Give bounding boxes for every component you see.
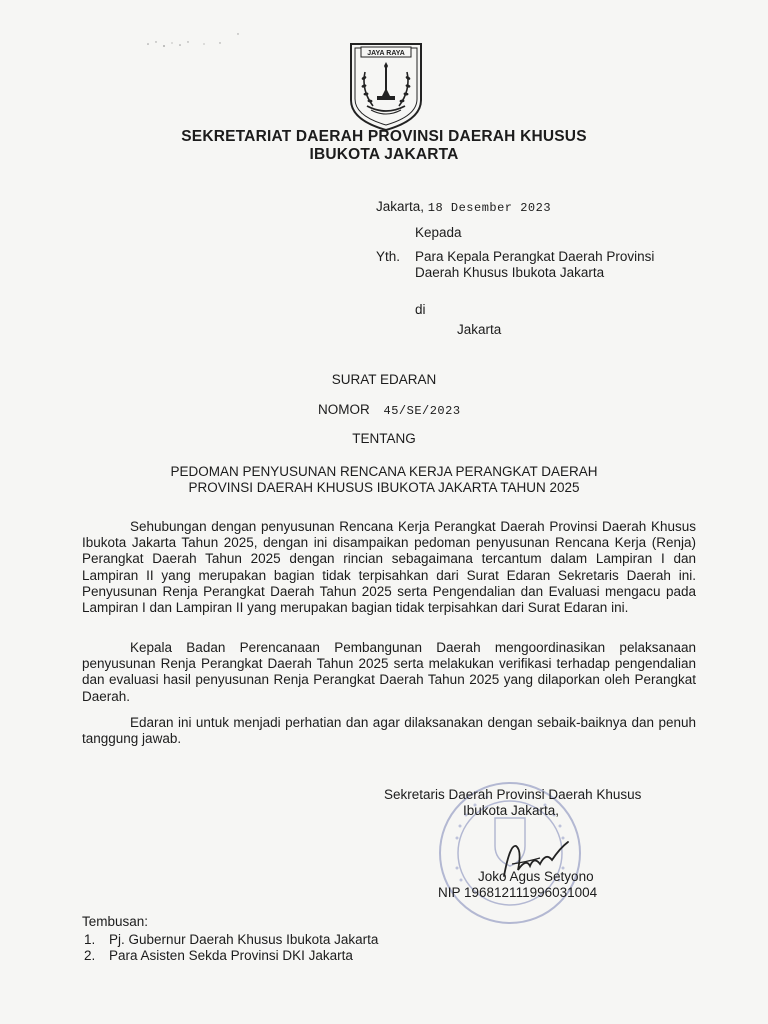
letterhead-line-1: SEKRETARIAT DAERAH PROVINSI DAERAH KHUSUS [181,128,587,145]
body-paragraph-3 [82,715,696,747]
nomor-label: NOMOR [318,402,370,417]
tembusan-item-number: 1. [84,932,96,947]
nomor-line [318,402,461,418]
nomor-value: 45/SE/2023 [383,404,461,418]
logo-motto: JAYA RAYA [367,50,405,57]
signatory-name: Joko Agus Setyono [478,869,594,884]
kepada-label: Kepada [415,225,462,240]
signatory-nip: NIP 196812111996031004 [438,885,598,900]
body-paragraph-2 [82,640,696,705]
tembusan-item [84,932,378,947]
tembusan-item-text: Para Asisten Sekda Provinsi DKI Jakarta [109,948,353,963]
recipient-city: Jakarta [457,322,502,337]
tembusan-item-number: 2. [84,948,96,963]
recipient-line-2: Daerah Khusus Ibukota Jakarta [415,265,605,280]
body-paragraph-1 [82,519,696,616]
document-type: SURAT EDARAN [331,372,437,387]
yth-label: Yth. [376,249,401,264]
subject-line-1: PEDOMAN PENYUSUNAN RENCANA KERJA PERANGKAT DAERAH [170,464,598,479]
tembusan-item-text: Pj. Gubernur Daerah Khusus Ibukota Jakarta [109,932,379,947]
tembusan-item [84,948,353,963]
signatory-title-1: Sekretaris Daerah Provinsi Daerah Khusus [384,787,642,802]
recipient-line-1: Para Kepala Perangkat Daerah Provinsi [415,249,655,264]
body-paragraph-1-text: Sehubungan dengan penyusunan Rencana Kerja Perangkat Daerah Provinsi Daerah Khusus Ibukota Jakarta Tahun 2025, dengan ini disampaikan pedoman penyusunan Rencana Kerja (Renja) Perangkat Daerah Tahun 2025 dengan rincian sebagaimana tercantum dalam Lampiran I dan Lampiran II yang merupakan bagian tidak terpisahkan dari Surat Edaran Sekretaris Daerah ini. Penyusunan Renja Perangkat Daerah Tahun 2025 serta Pengendalian dan Evaluasi mengacu pada Lampiran I dan Lampiran II yang merupakan bagian tidak terpisahkan dari Surat Edaran ini. [82,519,696,616]
subject-line-2: PROVINSI DAERAH KHUSUS IBUKOTA JAKARTA TAHUN 2025 [188,480,580,495]
letter-date: 18 Desember 2023 [427,201,552,215]
scan-artifacts [120,30,240,60]
body-paragraph-2-text: Kepala Badan Perencanaan Pembangunan Daerah mengoordinasikan pelaksanaan penyusunan Renja Perangkat Daerah Tahun 2025 serta melakukan verifikasi terhadap pengendalian dan evaluasi hasil penyusunan Renja Perangkat Daerah Tahun 2025 yang dilaporkan oleh Perangkat Daerah. [82,640,696,704]
di-label: di [415,302,426,317]
tentang-label: TENTANG [352,431,416,446]
letterhead-line-2: IBUKOTA JAKARTA [309,146,459,163]
place-text: Jakarta, [376,199,425,214]
body-paragraph-3-text: Edaran ini untuk menjadi perhatian dan agar dilaksanakan dengan sebaik-baiknya dan penuh tanggung jawab. [82,715,696,747]
jakarta-coat-of-arms-logo [347,42,425,132]
tembusan-label: Tembusan: [82,914,149,929]
letter-place [376,199,551,215]
signatory-title-2: Ibukota Jakarta, [463,803,560,818]
